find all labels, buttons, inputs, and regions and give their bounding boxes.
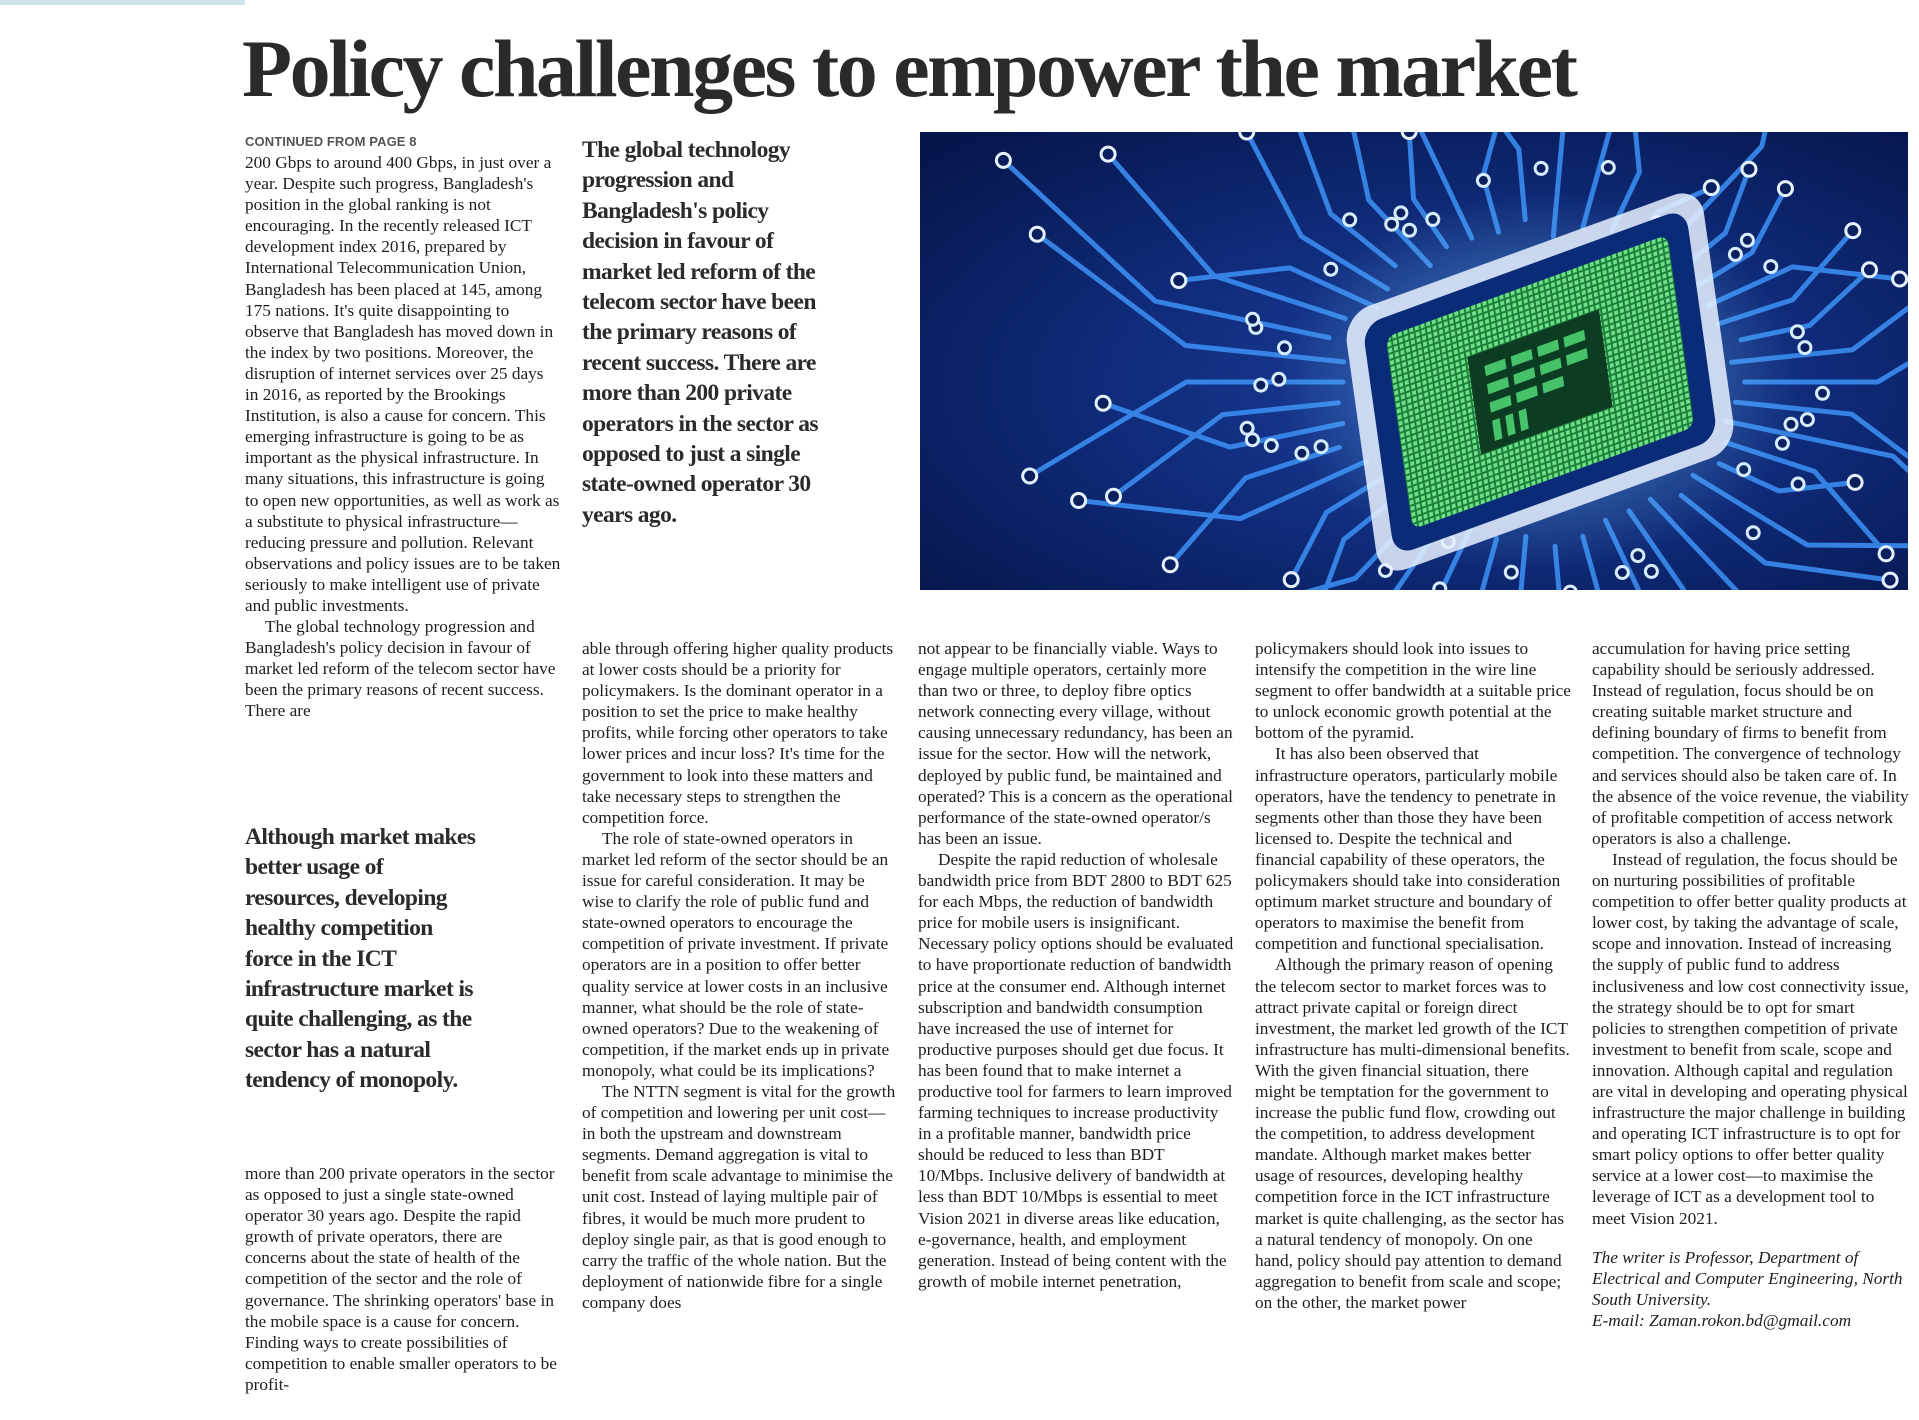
circuit-pad [1879, 547, 1893, 561]
circuit-pad [1107, 489, 1121, 503]
paragraph: 200 Gbps to around 400 Gbps, in just over a year. Despite such progress, Bangladesh's position in the global ranking is not encouraging. In the recently released ICT development index 2016, prepared by International Telecommunication Union, Bangladesh has been placed at 145, among 175 nations. It's quite disappointing to observe that Bangladesh has moved down in the index by two positions. Moreover, the disruption of internet services over 25 days in 2016, as reported by the Brookings Institution, is also a cause for concern. This emerging infrastructure is going to be as important as the physical infrastructure. In many situations, this infrastructure is going to open new opportunities, as well as work as a substitute to physical infrastructure—reducing pressure and pollution. Relevant observations and policy issues are to be taken seriously to make intelligent use of private and public investments. [245, 153, 561, 615]
circuit-pad [1096, 396, 1110, 410]
column-5 [1592, 638, 1910, 1331]
paragraph: not appear to be financially viable. Ways to engage multiple operators, certainly more than two or three, to deploy fibre optics network connecting every village, without causing unnecessary redundancy, has been an issue for the sector. How will the network, deployed by public fund, be maintained and operated? This is a concern as the operational performance of the state-owned operator/s has been an issue. [918, 639, 1233, 848]
circuit-pad [1846, 224, 1860, 238]
headline: Policy challenges to empower the market [242, 23, 1576, 114]
circuit-pad [1247, 313, 1259, 325]
pull-quote-top: The global technology progression and Bangladesh's policy decision in favour of market led reform of the telecom sector have been the primary reasons of recent success. There are more than 200 private operators in the sector as opposed to just a single state-owned operator 30 years ago. [582, 137, 818, 528]
circuit-pad [1434, 583, 1446, 590]
circuit-pad [1791, 326, 1803, 338]
circuit-pad [1765, 261, 1777, 273]
circuit-board-photo [920, 132, 1908, 590]
paragraph: The global technology progression and Bangladesh's policy decision in favour of market led reform of the telecom sector have been the primary reasons of recent success. There are [245, 617, 556, 721]
circuit-pad [1172, 274, 1186, 288]
author-email: E-mail: Zaman.rokon.bd@gmail.com [1592, 1310, 1852, 1330]
paragraph: The role of state-owned operators in market led reform of the sector should be an issue for careful consideration. It may be wise to clarify the role of public fund and state-owned operators to encourage the competition of private investment. If private operators are in a position to offer better quality service at lower costs in an inclusive manner, what should be the role of state-owned operators? Due to the weakening of competition, if the market ends up in private monopoly, what could be its implications? [582, 828, 890, 1080]
paragraph: accumulation for having price setting capability should be seriously addressed. Instead of regulation, focus should be on creating suitable market structure and defining boundary of firms to benefit from competition. The convergence of technology and services should also be taken care of. In the absence of the voice revenue, the viability of profitable competition of access network operators is also a challenge. [1592, 639, 1909, 848]
column-4 [1255, 638, 1571, 1313]
circuit-pad [1163, 558, 1177, 572]
circuit-pad [1241, 422, 1253, 434]
circuit-pad [1742, 162, 1756, 176]
circuit-pad [1265, 440, 1277, 452]
circuit-pad [1616, 567, 1628, 579]
column-2 [582, 638, 898, 1313]
top-bar [0, 0, 245, 5]
paragraph: Instead of regulation, the focus should be on nurturing possibilities of profitable competition to offer better quality products at lower cost, by taking the advantage of scale, scope and innovation. Instead of increasing the supply of public fund to address inclusiveness and low cost connectivity issue, the strategy should be to opt for smart policies to strengthen competition of private investment to benefit from scale, scope and innovation. Although capital and regulation are vital in developing and operating physical infrastructure the major challenge in building and operating ICT infrastructure is to opt for smart policy options to offer better quality service at a lower cost—to maximise the leverage of ICT as a development tool to meet Vision 2021. [1592, 849, 1909, 1228]
circuit-pad [1535, 162, 1547, 174]
continued-from-label: CONTINUED FROM PAGE 8 [245, 134, 417, 149]
circuit-pad [1602, 162, 1614, 174]
circuit-pad [1704, 181, 1718, 195]
paragraph: It has also been observed that infrastructure operators, particularly mobile operators, have the tendency to penetrate in segments other than those they have been licensed to. Despite the technical and financial capability of these operators, the policymakers should take into consideration optimum market structure and boundary of operators to maximise the benefit from competition and functional specialisation. [1255, 744, 1561, 954]
circuit-pad [1883, 573, 1897, 587]
paragraph: Although the primary reason of opening the telecom sector to market forces was to attract private capital or foreign direct investment, the market led growth of the ICT infrastructure has multi-dimensional benefits. With the given financial situation, there might be temptation for the government to increase the public fund flow, crowding out the competition, to address development mandate. Although market makes better usage of resources, developing healthy competition force in the ICT infrastructure market is quite challenging, as the sector has a natural tendency of monopoly. On one hand, policy should pay attention to demand aggregation to benefit from scale and scope; on the other, the market power [1255, 955, 1570, 1312]
paragraph: able through offering higher quality products at lower costs should be a priority for policymakers. Is the dominant operator in a position to set the price to make healthy profits, while forcing other operators to take lower prices and incur loss? It's time for the government to look into these matters and take necessary steps to strengthen the competition force. [582, 639, 894, 827]
circuit-pad [1395, 207, 1407, 219]
circuit-pad [1072, 494, 1086, 508]
circuit-pad [1792, 478, 1804, 490]
circuit-pad [1741, 234, 1753, 246]
circuit-pad [1255, 379, 1267, 391]
circuit-pad [1284, 573, 1298, 587]
paragraph: Despite the rapid reduction of wholesale bandwidth price from BDT 2800 to BDT 625 for each Mbps, the reduction of bandwidth price for mobile users is insignificant. Necessary policy options should be evaluated to have proportionate reduction of bandwidth price at the consumer end. Although internet subscription and bandwidth consumption have increased the use of internet for productive purposes should get due focus. It has been found that to make internet a productive tool for farmers to learn improved farming techniques to increase productivity in a profitable manner, bandwidth price should be reduced to less than BDT 10/Mbps. Inclusive delivery of bandwidth at less than BDT 10/Mbps is essential to meet Vision 2021 in diverse areas like education, e-governance, health, and employment generation. Instead of being content with the growth of mobile internet penetration, [918, 849, 1234, 1291]
circuit-pad [1863, 263, 1877, 277]
circuit-pad [1645, 565, 1657, 577]
circuit-pad [1402, 132, 1416, 139]
circuit-pad [1817, 387, 1829, 399]
circuit-pad [1023, 469, 1037, 483]
paragraph: more than 200 private operators in the sector as opposed to just a single state-owned operator 30 years ago. Despite the rapid growth of private operators, there are concerns about the state of health of the competition of the sector and the role of governance. The shrinking operators' base in the mobile space is a cause for concern. Finding ways to create possibilities of competition to enable smaller operators to be profit- [245, 1164, 557, 1394]
pull-quote-left: Although market makes better usage of resources, developing healthy competition force in the ICT infrastructure market is quite challenging, as the sector has a natural tendency of monopoly. [245, 824, 476, 1094]
circuit-pad [1848, 475, 1862, 489]
circuit-pad [1101, 147, 1115, 161]
circuit-pad [1799, 342, 1811, 354]
circuit-pad [1564, 586, 1576, 590]
column-3 [918, 638, 1234, 1292]
column-1-top [245, 152, 561, 722]
circuit-pad [1801, 414, 1813, 426]
circuit-board-image [920, 132, 1908, 590]
column-1-bottom [245, 1163, 561, 1395]
circuit-pad [1240, 132, 1254, 139]
circuit-pad [1893, 272, 1907, 286]
circuit-pad [1030, 227, 1044, 241]
circuit-pad [1477, 174, 1489, 186]
paragraph: The NTTN segment is vital for the growth of competition and lowering per unit cost—in both the upstream and downstream segments. Demand aggregation is vital to benefit from scale advantage to minimise the unit cost. Instead of laying multiple pair of fibres, it would be much more prudent to deploy single pair, as that is good enough to carry the traffic of the whole nation. But the deployment of nationwide fibre for a single company does [582, 1081, 896, 1312]
circuit-pad [1344, 214, 1356, 226]
circuit-pad [996, 153, 1010, 167]
circuit-pad [1747, 527, 1759, 539]
paragraph: policymakers should look into issues to intensify the competition in the wire line segment to offer bandwidth at a suitable price to unlock economic growth potential at the bottom of the pyramid. [1255, 639, 1571, 743]
author-byline: The writer is Professor, Department of Electrical and Computer Engineering, North South University. [1592, 1247, 1903, 1309]
circuit-pad [1778, 182, 1792, 196]
